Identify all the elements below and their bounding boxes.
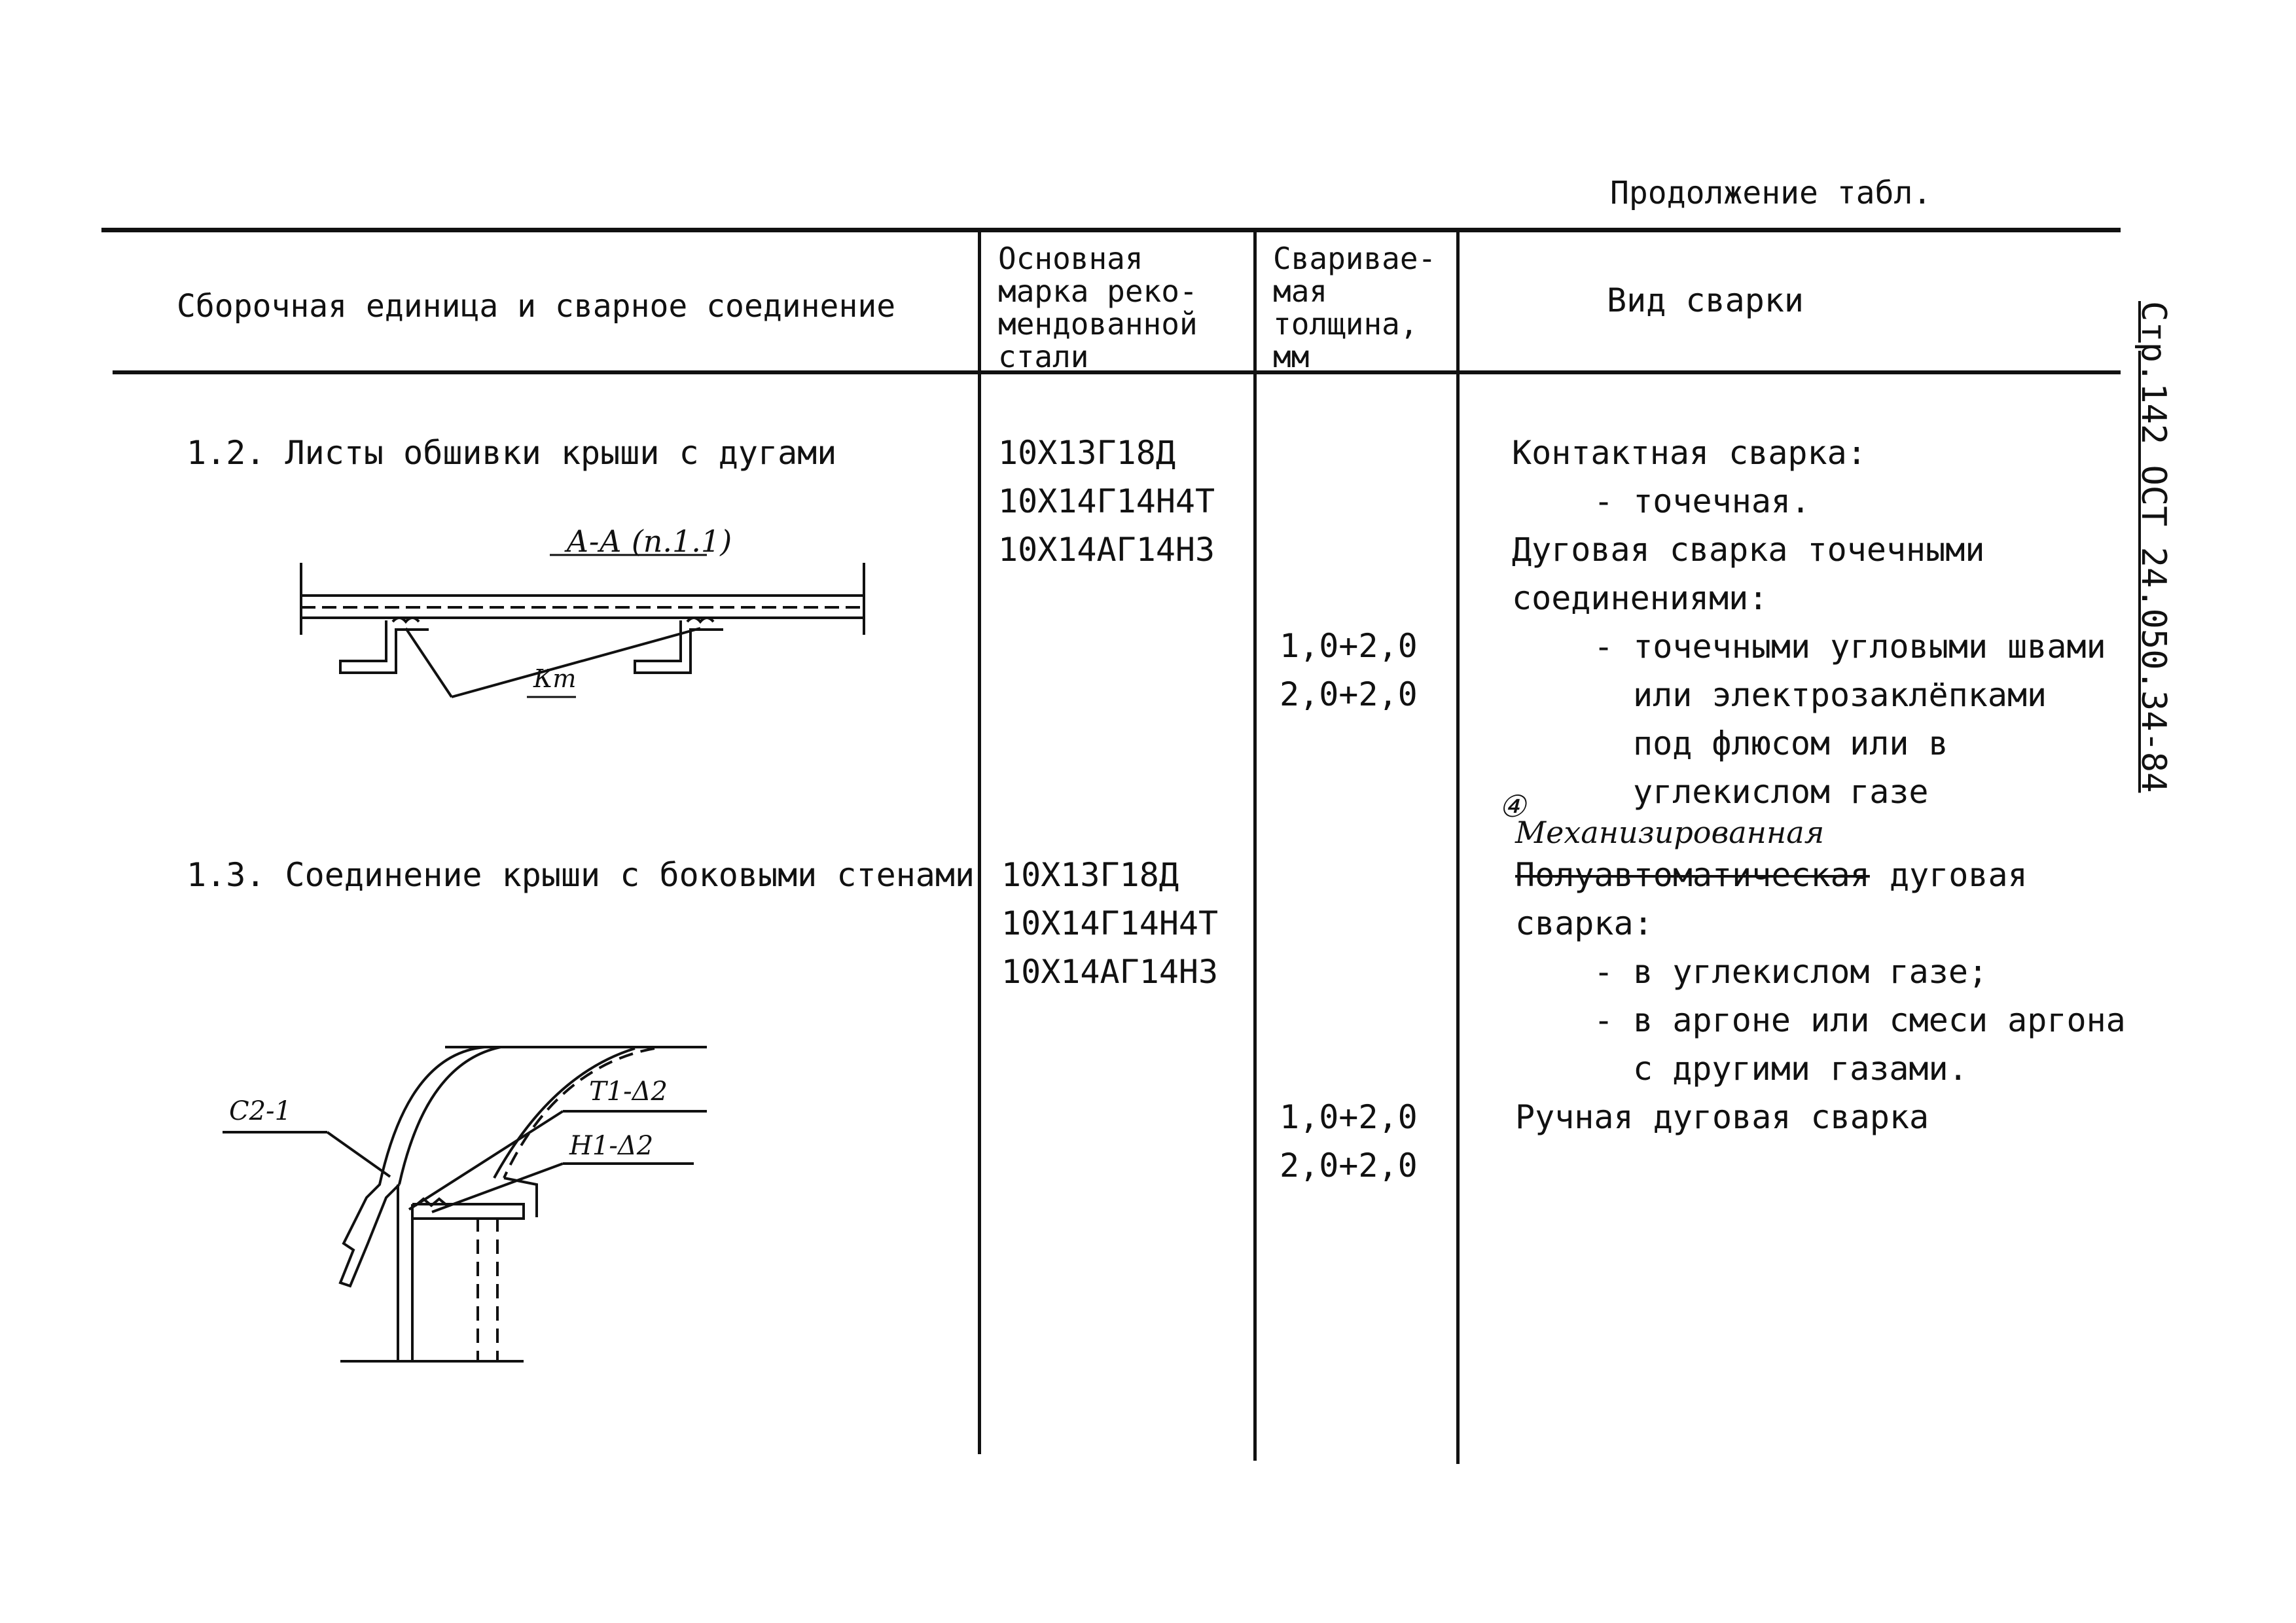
drawing-label-c: С2-1 xyxy=(229,1096,292,1126)
welding-line: под флюсом или в xyxy=(1633,724,1948,762)
thickness-value: 2,0+2,0 xyxy=(1280,1147,1418,1185)
row-steels xyxy=(998,429,1215,574)
steel-grade: 10Х14Г14Н4Т xyxy=(998,482,1215,520)
side-stamp xyxy=(2121,301,2199,825)
header-steel-line: стали xyxy=(998,339,1089,374)
struck-text: Полуавтоматическая xyxy=(1515,856,1870,894)
welding-line: - точечная. xyxy=(1594,482,1811,520)
handwritten-correction: Механизированная xyxy=(1515,815,1825,850)
welding-line: Дуговая сварка точечными xyxy=(1512,531,1985,569)
steel-grade: 10Х13Г18Д xyxy=(1001,856,1179,894)
row-title: 1.2. Листы обшивки крыши с дугами xyxy=(187,434,837,472)
table-top-rule xyxy=(101,228,2121,232)
header-col-thickness xyxy=(1273,242,1436,373)
header-steel-line: марка реко- xyxy=(998,274,1198,309)
header-thickness-line: мм xyxy=(1273,339,1310,374)
section-label: А-А (п.1.1) xyxy=(566,524,732,559)
header-thickness-line: Свариваe- xyxy=(1273,241,1437,276)
welding-line: соединениями: xyxy=(1512,579,1768,617)
welding-line: углекислом газе xyxy=(1633,773,1929,811)
row-steels xyxy=(1001,851,1218,996)
column-divider-3 xyxy=(1456,230,1460,1464)
steel-grade: 10Х13Г18Д xyxy=(998,434,1175,472)
weld-label: Кт xyxy=(533,664,577,693)
continuation-label: Продолжение табл. xyxy=(1610,175,1932,211)
welding-first-rest: дуговая xyxy=(1869,856,2028,894)
row-welding xyxy=(1512,429,2106,816)
header-steel-line: Основная xyxy=(998,241,1143,276)
roof-wall-joint-svg xyxy=(196,1034,785,1400)
welding-line: с другими газами. xyxy=(1633,1050,1968,1088)
roof-wall-joint-drawing xyxy=(196,1034,785,1400)
column-divider-1 xyxy=(978,230,981,1454)
row-title: 1.3. Соединение крыши с боковыми стенами xyxy=(187,856,975,894)
welding-line: - в углекислом газе; xyxy=(1594,953,1988,991)
welding-line: сварка: xyxy=(1515,904,1653,942)
welding-line: - точечными угловыми швами xyxy=(1594,628,2106,666)
row-welding xyxy=(1515,851,2126,1141)
welding-line: Ручная дуговая сварка xyxy=(1515,1098,1929,1136)
column-divider-2 xyxy=(1253,230,1257,1461)
steel-grade: 10Х14Г14Н4Т xyxy=(1001,904,1219,942)
row-thickness xyxy=(1280,1093,1418,1190)
header-col-assembly: Сборочная единица и сварное соединение xyxy=(177,288,896,325)
thickness-value: 1,0+2,0 xyxy=(1280,1098,1418,1136)
header-thickness-line: мая xyxy=(1273,274,1328,309)
roof-section-drawing xyxy=(288,524,890,720)
header-col-welding: Вид сварки xyxy=(1607,281,1804,319)
side-stamp-text: Стр.142 ОСТ 24.050.34-84 xyxy=(2134,301,2173,793)
row-thickness xyxy=(1280,622,1418,719)
steel-grade: 10Х14АГ14Н3 xyxy=(998,531,1215,569)
header-thickness-line: толщина, xyxy=(1273,306,1418,342)
drawing-label-t: Т1-Δ2 xyxy=(589,1077,668,1107)
welding-line: Контактная сварка: xyxy=(1512,434,1867,472)
welding-line: или электрозаклёпками xyxy=(1633,676,2047,714)
revision-mark: ④ xyxy=(1499,789,1526,824)
steel-grade: 10Х14АГ14Н3 xyxy=(1001,953,1219,991)
thickness-value: 1,0+2,0 xyxy=(1280,627,1418,665)
header-steel-line: мендованной xyxy=(998,306,1198,342)
welding-line: - в аргоне или смеси аргона xyxy=(1594,1001,2126,1039)
welding-line xyxy=(1515,851,2126,899)
drawing-label-h: Н1-Δ2 xyxy=(569,1131,654,1161)
thickness-value: 2,0+2,0 xyxy=(1280,675,1418,713)
header-col-steel xyxy=(998,242,1198,373)
